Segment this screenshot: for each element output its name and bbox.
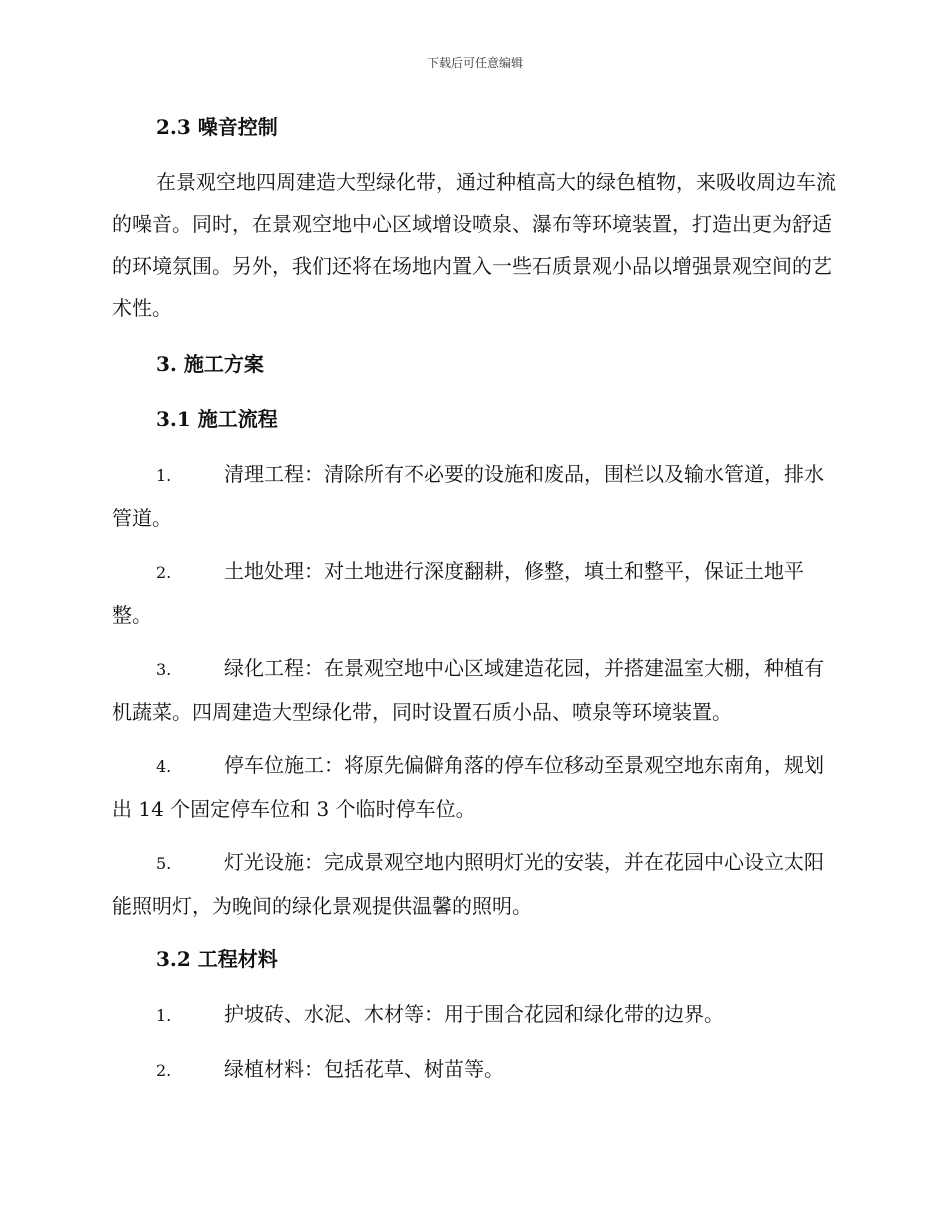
list-item [112,744,840,830]
page-header: 下载后可任意编辑 [426,56,523,70]
list-item [112,1048,840,1092]
list-item [112,647,840,733]
list-item-text: 停车位施工：将原先偏僻角落的停车位移动至景观空地东南角，规划出 14 个固定停车位和 3 个临时停车位。 [112,753,824,821]
section-heading-3-1: 3.1 施工流程 [156,407,278,431]
list-item-number: 2. [156,563,172,582]
list-item-number: 3. [156,660,172,679]
list-item-number: 1. [156,466,172,485]
list-item [112,550,840,636]
list-item-text: 护坡砖、水泥、木材等：用于围合花园和绿化带的边界。 [224,1002,724,1026]
list-item-text: 绿化工程：在景观空地中心区域建造花园，并搭建温室大棚，种植有机蔬菜。四周建造大型绿化带，同时设置石质小品、喷泉等环境装置。 [112,656,824,724]
list-item [112,841,840,927]
list-item-number: 2. [156,1061,172,1080]
list-item [112,993,840,1037]
list-item-number: 4. [156,757,172,776]
list-item-number: 1. [156,1006,172,1025]
section-2-3-paragraph: 在景观空地四周建造大型绿化带，通过种植高大的绿色植物，来吸收周边车流的噪音。同时，在景观空地中心区域增设喷泉、瀑布等环境装置，打造出更为舒适的环境氛围。另外，我们还将在场地内置入一些石质景观小品以增强景观空间的艺术性。 [112,170,836,320]
section-heading-2-3: 2.3 噪音控制 [156,115,278,139]
list-item-number: 5. [156,854,172,873]
list-item-text: 灯光设施：完成景观空地内照明灯光的安装，并在花园中心设立太阳能照明灯，为晚间的绿化景观提供温馨的照明。 [112,850,824,918]
list-item [112,453,840,539]
list-item-text: 清理工程：清除所有不必要的设施和废品，围栏以及输水管道，排水管道。 [112,462,824,530]
list-item-text: 绿植材料：包括花草、树苗等。 [224,1057,504,1081]
list-item-text: 土地处理：对土地进行深度翻耕，修整，填土和整平，保证土地平整。 [112,559,804,627]
section-heading-3: 3. 施工方案 [156,352,264,376]
section-heading-3-2: 3.2 工程材料 [156,947,278,971]
